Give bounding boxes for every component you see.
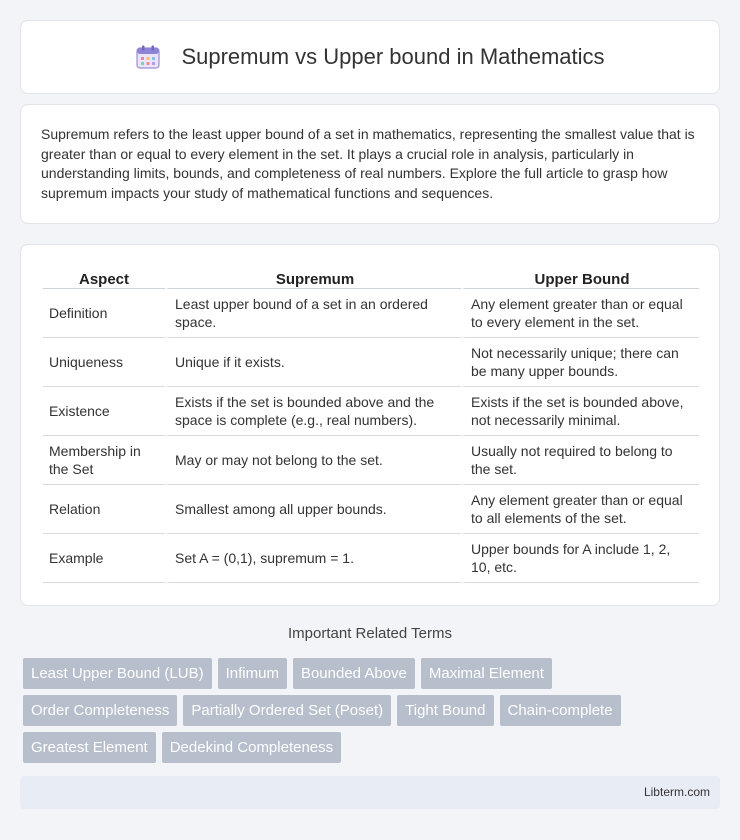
- tag-greatest-element[interactable]: Greatest Element: [23, 732, 156, 763]
- cell-upper-bound: Any element greater than or equal to all elements of the set.: [461, 485, 699, 534]
- table-row: [43, 436, 699, 485]
- cell-supremum: Unique if it exists.: [165, 338, 461, 387]
- footer-site-link[interactable]: Libterm.com: [643, 785, 710, 799]
- cell-supremum: Exists if the set is bounded above and the space is complete (e.g., real numbers).: [165, 387, 461, 436]
- cell-supremum: May or may not belong to the set.: [165, 436, 461, 485]
- header-upper-bound: Upper Bound: [461, 265, 699, 289]
- cell-upper-bound: Any element greater than or equal to every element in the set.: [461, 289, 699, 338]
- tag-row: [23, 658, 723, 689]
- cell-aspect: Uniqueness: [43, 338, 165, 387]
- header-supremum: Supremum: [165, 265, 461, 289]
- footer: [20, 776, 720, 809]
- table-row: [43, 485, 699, 534]
- cell-upper-bound: Upper bounds for A include 1, 2, 10, etc.: [461, 534, 699, 583]
- page-title: Supremum vs Upper bound in Mathematics: [181, 44, 605, 69]
- table-row: [43, 338, 699, 387]
- tag-infimum[interactable]: Infimum: [218, 658, 287, 689]
- cell-supremum: Smallest among all upper bounds.: [165, 485, 461, 534]
- calendar-icon: [135, 44, 161, 70]
- tag-tight-bound[interactable]: Tight Bound: [397, 695, 493, 726]
- tag-dedekind-completeness[interactable]: Dedekind Completeness: [162, 732, 341, 763]
- intro-card: [20, 104, 720, 224]
- tag-least-upper-bound[interactable]: Least Upper Bound (LUB): [23, 658, 212, 689]
- table-row: [43, 289, 699, 338]
- cell-aspect: Relation: [43, 485, 165, 534]
- table-header-row: [43, 265, 699, 289]
- cell-aspect: Existence: [43, 387, 165, 436]
- tag-order-completeness[interactable]: Order Completeness: [23, 695, 177, 726]
- tag-maximal-element[interactable]: Maximal Element: [421, 658, 552, 689]
- comparison-card: [20, 244, 720, 606]
- table-row: [43, 534, 699, 583]
- cell-upper-bound: Exists if the set is bounded above, not necessarily minimal.: [461, 387, 699, 436]
- tag-row: [23, 695, 723, 726]
- cell-aspect: Membership in the Set: [43, 436, 165, 485]
- cell-supremum: Set A = (0,1), supremum = 1.: [165, 534, 461, 583]
- tag-chain-complete[interactable]: Chain-complete: [500, 695, 621, 726]
- tag-partially-ordered-set[interactable]: Partially Ordered Set (Poset): [183, 695, 391, 726]
- tag-row: [23, 732, 723, 763]
- cell-upper-bound: Not necessarily unique; there can be many upper bounds.: [461, 338, 699, 387]
- cell-aspect: Example: [43, 534, 165, 583]
- related-terms-title: Important Related Terms: [288, 625, 452, 642]
- intro-text: Supremum refers to the least upper bound of a set in mathematics, representing the smallest value that is greater than or equal to every element in the set. It plays a crucial role in analysis, particularly in understanding limits, bounds, and completeness of real numbers. Explore the full article to grasp how supremum impacts your study of mathematical functions and sequences.: [41, 126, 695, 201]
- cell-supremum: Least upper bound of a set in an ordered space.: [165, 289, 461, 338]
- tag-bounded-above[interactable]: Bounded Above: [293, 658, 415, 689]
- header-card: [20, 20, 720, 94]
- cell-upper-bound: Usually not required to belong to the set.: [461, 436, 699, 485]
- header-aspect: Aspect: [43, 265, 165, 289]
- cell-aspect: Definition: [43, 289, 165, 338]
- related-terms-tags: [23, 658, 723, 769]
- comparison-table: [43, 265, 699, 583]
- table-row: [43, 387, 699, 436]
